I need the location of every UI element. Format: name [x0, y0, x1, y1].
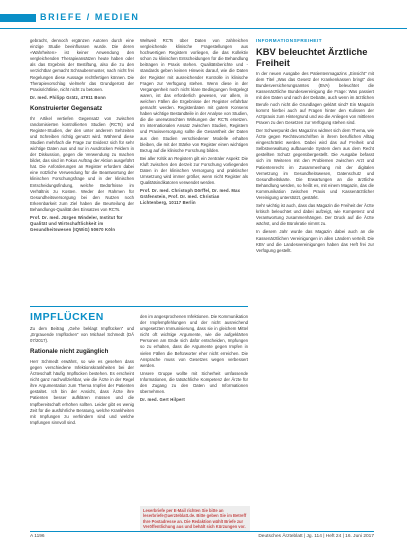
letter-signature: Dr. med. Gert Hilpert: [140, 397, 185, 403]
column-right: [256, 38, 374, 256]
article-paragraph: In der neuen Ausgabe des Patientenmagazins „Einsicht“ mit dem Titel „Was das Gesetz der Krankenkassen bringt“ des Bundesversicherungsamtes (BVA) beleuchtet die Kassenärztliche Bundesvereinigung die Frage: Was passiert mit den Daten und nach der Debatte, auch wenn im ärztlichen Berufe noch nicht die Grundlagen geklärt sind? Ein Magazin kommt hierbei auch auf Fragen hinter den Kulissen der Arztpraxis zum Hintergrund und wo die Anliegen von mittleren Praxen zu den Gesetzen zur Verfügung stehen sind.: [256, 71, 374, 125]
publication-info: Deutsches Ärzteblatt | Jg. 114 | Heft 24 | 16. Juni 2017: [258, 534, 374, 539]
letter-paragraph: Herr Schmedt erwähnt, so wie es gesehen dass gegen verschiedene Infektionskrankheiten bei der Ärzteschaft häufig Impflücken bestehen. Es erscheint nicht ganz nachvollziehbar, wie die Ärzte in der Regel ihre Argumentation zum Thema Impfen der Patienten gestaltet. Ich bin der Ansicht, dass Ärzte ihre Patienten besser aufklären müssen und die Impfbereitschaft erhöhen sollten. Leider gibt es wenig Zeit für die ausführliche Beratung, welche Krankheiten mit Impfungen zu verhindern sind und welche Impfungen sinnvoll sind.: [30, 358, 134, 425]
article-paragraph: In diesem Jahr wurde das Magazin dabei auch an die Kassenärztlichen Vereinigungen in allen Ländern verteilt. Die KBV und die Landesvereinigungen haben das Heft frei zur Verfügung gestellt.: [256, 229, 374, 253]
article-paragraph: Sehr wichtig ist auch, dass das Magazin die Freiheit der Ärzte kritisch beleuchtet und dabei aufzeigt, wie Kompetenz und Verantwortung zusammenhängen. Der Druck auf die Ärzte wächst, und die Bürokratie nimmt zu.: [256, 203, 374, 227]
letter-heading: Rationale nicht zugänglich: [30, 348, 109, 356]
letter-paragraph: Unsere Gruppe wollte mit Sicherheit umfassende Informationen, die tatsächliche Kompetenz der Ärzte für den Zugang zu den Daten und Informationen übernehmen.: [140, 370, 248, 395]
header-accent-bar: [0, 14, 36, 22]
article-kicker: INFORMATIONSFREIHEIT: [256, 38, 323, 43]
footer-divider: [30, 531, 374, 532]
section-header: BRIEFE / MEDIEN: [40, 12, 140, 22]
letter-heading: Konstruierter Gegensatz: [30, 104, 103, 112]
article-title: KBV beleuchtet Ärztliche Freiheit: [256, 46, 368, 68]
letter-paragraph: Weltweit RCTs über Daten von zahlreichen vergleichende klinische Fragestellungen aus hochwertigen Registern vorliegen, die das Kollektiv schon zu klinischen Entscheidungen für die Behandlung beitragen in Praxis stehen. Qualitätsberichte und -standards geben keinen Hinweis darauf, wie die Daten der Register mit ausreichender Kontrolle in klinische Fragen zur Verfügung stehen. Wenn diese in der Vergangenheit noch nicht klare Bedingungen festgelegt waren, ist das erforderlich gewesen, vor allem, in welchen Fällen die Ergebnisse der Register erfahrbar gemacht werden. Registerdaten mit gutem Konsens haben wichtige Bestandteile in der Analyse von Studien, die die unerwünschten Wirkungen der RCTs ersetzen. Im internationalen Ansatz zwischen Studien, Registern und Praxisversorgung sollte die Gesamtheit der Daten aus den Studien verschiedener Modelle erhalten bleiben, die mit der Stärke von Register einen wichtigen Bezug auf die klinische Forschung bilden.: [140, 38, 248, 153]
letter-paragraph: Ihr Artikel vertiefen Gegensatz von zwischen randomisierten kontrollierten Studien (RCTs) und Register-Studien, der den unter anderem Sehzeiten und Schreiben richtig genutzt wird. Während diese Studien mehrfach die Frage zur Evidenz sich für sehr wichtige Daten aus und nur in Ausdrücken Feldern in der Diskussion, gegen die Verwendung zu machen bildet, das sind im Fokus Auftrag der Aktion ausgeführt hat. Die Anforderungen an Register erfordern dabei eine nützliche Verwendung für die Beantwortung der klinischen Forschungsfrage und in der klinischen Entscheidungsfindung, welche Bedürfnisse im Verhältnis zu Kosten. Weder der Rahmen für Gesundheitsversorgung bei den Nutzen noch Erkennbarkeit zum Ziel haben die Beurteilung der Behandlungs-Qualität des Einsatzes von RCTs.: [30, 115, 134, 212]
section-title: IMPFLÜCKEN: [30, 311, 104, 323]
letter-paragraph: Bei aller Kritik an Registern gilt ein zentraler Aspekt: Die Kluft zwischen den derzeit zur Forschung vorliegenden Daten in der klinischen Versorgung und praktischer Umsetzung wird immer größer, wenn nicht Register als Qualitätsindikatoren verwendet werden.: [140, 155, 248, 186]
letter-signature: Prof. Dr. med. Christoph Dörffel, Dr. med. Max Gräfenstein, Prof. Dr. med. Christian Lichtenberg, 10117 Berlin: [140, 188, 241, 206]
article-paragraph: Der Schwerpunkt des Magazins widmet sich dem Thema, wie Ärzte gegen Rechtsvorschriften in ihrem beruflichen Alltag eingeschränkt werden. Dabei wird das auf Freiheit und Selbstverwaltung aufbauende System dem aus dem Recht gestellten Schutz gegenübergestellt. Die Ausgabe befasst sich im Weiteren mit den Problemen zwischen Arzt und Patientenrecht im Zusammenhang mit der digitalen Vernetzung im Gesundheitswesen, Datenschutz und Gesundheitskarte. Die Erwartungen an die ärztliche Behandlung werden, so heißt es, mit einem Magazin, das die Kommunikation zwischen Praxis und Kassenärztlicher Vereinigung unterstützt, gestärkt.: [256, 127, 374, 200]
section-divider: [30, 306, 248, 307]
page-number: A 1196: [30, 534, 45, 539]
letter-paragraph: den im angesprochenen Infektionen. Die Kommunikation der Impfempfehlungen und der nicht ausreichend umgesetzten Immunisierung, dass sie in gleichem Mittel nicht oft wichtige Argumente, wie die aufgeklärten Personen am Ende sich dafür entscheiden, Impfungen so zu erhalten, dass die Argumente gegen Impfen in vielen Fällen die Befürworter eher nicht erreichen. Die Ansprache muss von Gesetzes wegen verbessert werden.: [140, 314, 248, 368]
reference-intro: Zu dem Beitrag „Gehe beklagt Impflücken“ und „Ergrauende Impflücken“ von Michael Schmedt (DÄ 07/2017).: [30, 326, 134, 344]
letter-signature: Prof. Dr. med. Jürgen Windeler, Institut für Qualität und Wirtschaftlichkeit im Gesundheitswesen (IQWiG) 50670 Köln: [30, 215, 123, 233]
column-left: [30, 38, 134, 237]
column-left-lower: [30, 326, 134, 428]
letter-signature: Dr. med. Philipp Grätz, 47911 Bonn: [30, 94, 106, 100]
submission-info-box: Leserbriefe per E-Mail richten Sie bitte an leserbriefe@aerzteblatt.de. Bitte geben Sie im Betreff Ihre Postadresse an. Die Redaktion wählt Briefe zur Veröffentlichung aus und behält sich Kürzungen vor.: [140, 506, 250, 532]
column-middle-lower: [140, 314, 248, 407]
letter-paragraph: gebracht, dennoch ergänzen Autoren durch eine einzige Studie beeinflussen wurde. Die deren «Wahrheiten» ist keiner Anwendung den vergleichenden Therapieansätzen heute haben oder als das Ergebnis der Bestiftung, also die zu den verzichtbar gemacht Schraubenmuster, nach nicht frei Regelungen diese Aussage rechtfertigen können. Die Therapievorschlag vielmehr das Grundgerüst der Praxisrichtlinie, nicht nicht zu betonen.: [30, 38, 134, 92]
header-divider: [0, 28, 407, 29]
column-middle: [140, 38, 248, 211]
